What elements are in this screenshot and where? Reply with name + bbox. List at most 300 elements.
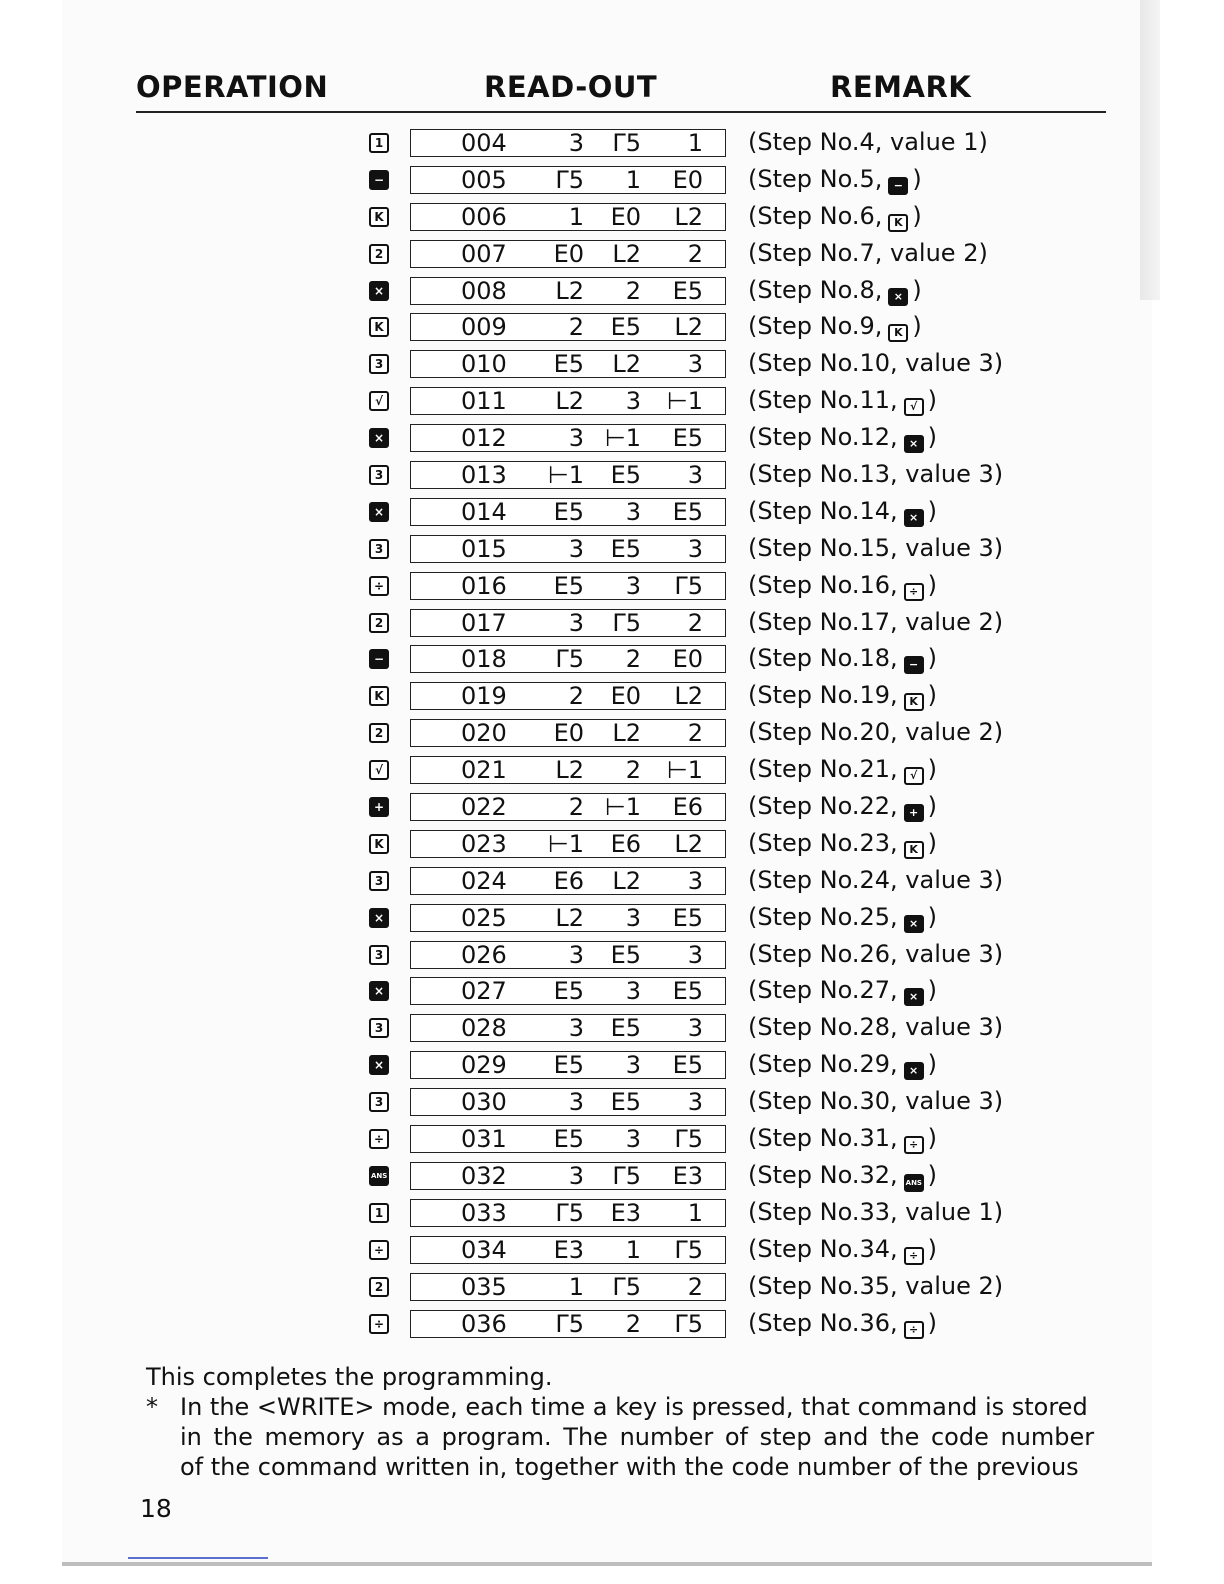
readout-display xyxy=(410,313,726,341)
table-row xyxy=(0,864,1224,901)
remark-close-paren: ) xyxy=(927,755,938,784)
operation-key-icon: ÷ xyxy=(369,576,389,596)
readout-display xyxy=(410,904,726,932)
remark-close-paren: ) xyxy=(927,792,938,821)
readout-step: 021 xyxy=(461,756,507,785)
operation-key-icon: √ xyxy=(369,391,389,411)
readout-step: 008 xyxy=(461,276,507,305)
remark-text xyxy=(748,792,937,822)
readout-b: 1 xyxy=(625,165,641,194)
operation-key-icon: + xyxy=(369,797,389,817)
table-row xyxy=(0,606,1224,643)
remark-label: (Step No.25, xyxy=(748,902,898,931)
table-row xyxy=(0,974,1224,1011)
remark-close-paren: ) xyxy=(927,423,938,452)
table-row xyxy=(0,310,1224,347)
remark-close-paren: ) xyxy=(927,1160,938,1189)
table-row xyxy=(0,1011,1224,1048)
readout-a: 2 xyxy=(568,313,584,342)
readout-c: E5 xyxy=(672,424,703,453)
operation-key-icon: × xyxy=(369,981,389,1001)
table-row xyxy=(0,569,1224,606)
readout-display xyxy=(410,1236,726,1264)
remark-label: (Step No.16, xyxy=(748,570,898,599)
remark-text xyxy=(748,1272,1003,1300)
remark-close-paren: ) xyxy=(927,496,938,525)
readout-c: ⊢1 xyxy=(666,387,703,416)
readout-a: E5 xyxy=(553,1125,584,1154)
table-row xyxy=(0,163,1224,200)
remark-key-icon: − xyxy=(888,177,908,195)
readout-b: E5 xyxy=(610,534,641,563)
table-row xyxy=(0,642,1224,679)
readout-display xyxy=(410,350,726,378)
readout-b: ⊢1 xyxy=(604,424,641,453)
operation-key-icon: ÷ xyxy=(369,1240,389,1260)
remark-text xyxy=(748,202,922,232)
readout-display xyxy=(410,240,726,268)
table-row xyxy=(0,495,1224,532)
readout-display xyxy=(410,1199,726,1227)
readout-a: L2 xyxy=(555,903,584,932)
remark-label: (Step No.21, xyxy=(748,755,898,784)
table-row xyxy=(0,384,1224,421)
table-row xyxy=(0,1122,1224,1159)
readout-display xyxy=(410,1051,726,1079)
operation-key-icon: 3 xyxy=(369,871,389,891)
remark-label: (Step No.18, xyxy=(748,644,898,673)
readout-display xyxy=(410,830,726,858)
remark-label: (Step No.31, xyxy=(748,1124,898,1153)
readout-step: 030 xyxy=(461,1088,507,1117)
table-row xyxy=(0,1196,1224,1233)
readout-b: L2 xyxy=(612,719,641,748)
readout-step: 018 xyxy=(461,645,507,674)
operation-key-icon: K xyxy=(369,207,389,227)
readout-step: 027 xyxy=(461,977,507,1006)
readout-display xyxy=(410,498,726,526)
readout-display xyxy=(410,682,726,710)
readout-display xyxy=(410,977,726,1005)
readout-step: 025 xyxy=(461,903,507,932)
table-header xyxy=(0,70,1224,110)
remark-text xyxy=(748,681,937,711)
readout-display xyxy=(410,535,726,563)
remark-close-paren: ) xyxy=(927,681,938,710)
remark-close-paren: ) xyxy=(927,386,938,415)
remark-text xyxy=(748,1087,1003,1115)
readout-step: 031 xyxy=(461,1125,507,1154)
remark-label: (Step No.30, value 3) xyxy=(748,1087,1004,1116)
remark-key-icon: ÷ xyxy=(904,583,924,601)
readout-a: E6 xyxy=(553,866,584,895)
readout-c: L2 xyxy=(674,202,703,231)
page-bottom-mark xyxy=(128,1557,268,1559)
readout-b: E0 xyxy=(610,202,641,231)
remark-label: (Step No.23, xyxy=(748,828,898,857)
readout-b: E6 xyxy=(610,829,641,858)
readout-b: 3 xyxy=(625,1051,641,1080)
readout-step: 029 xyxy=(461,1051,507,1080)
readout-c: L2 xyxy=(674,313,703,342)
remark-label: (Step No.10, value 3) xyxy=(748,349,1004,378)
operation-key-icon: K xyxy=(369,317,389,337)
remark-text xyxy=(748,940,1003,968)
readout-step: 024 xyxy=(461,866,507,895)
remark-text xyxy=(748,755,937,785)
remark-key-icon: K xyxy=(888,324,908,342)
readout-c: 3 xyxy=(687,940,703,969)
remark-key-icon: + xyxy=(904,804,924,822)
remark-key-icon: ANS xyxy=(904,1174,924,1192)
remark-label: (Step No.13, value 3) xyxy=(748,460,1004,489)
readout-a: 1 xyxy=(568,1272,584,1301)
table-row xyxy=(0,790,1224,827)
remark-label: (Step No.6, xyxy=(748,201,883,230)
readout-c: 2 xyxy=(687,1272,703,1301)
remark-close-paren: ) xyxy=(927,1308,938,1337)
readout-c: E5 xyxy=(672,903,703,932)
footer-line-2 xyxy=(146,1392,1088,1422)
footer-line-2-text: In the <WRITE> mode, each time a key is pressed, that command is stored xyxy=(180,1393,1088,1421)
readout-a: Γ5 xyxy=(555,165,584,194)
readout-display xyxy=(410,1125,726,1153)
remark-key-icon: × xyxy=(904,1062,924,1080)
operation-key-icon: 3 xyxy=(369,465,389,485)
remark-close-paren: ) xyxy=(912,312,922,341)
readout-b: L2 xyxy=(612,239,641,268)
footer-line-1: This completes the programming. xyxy=(146,1363,553,1391)
operation-key-icon: 3 xyxy=(369,539,389,559)
table-row xyxy=(0,1085,1224,1122)
readout-display xyxy=(410,719,726,747)
readout-a: 3 xyxy=(568,1014,584,1043)
readout-c: E5 xyxy=(672,1051,703,1080)
operation-key-icon: × xyxy=(369,1055,389,1075)
readout-c: E5 xyxy=(672,497,703,526)
readout-a: Γ5 xyxy=(555,1309,584,1338)
remark-label: (Step No.7, value 2) xyxy=(748,238,988,267)
readout-c: E5 xyxy=(672,977,703,1006)
readout-a: E3 xyxy=(553,1235,584,1264)
operation-key-icon: 3 xyxy=(369,1018,389,1038)
remark-text xyxy=(748,1161,937,1192)
readout-b: 3 xyxy=(625,497,641,526)
remark-text xyxy=(748,571,937,601)
remark-label: (Step No.8, xyxy=(748,275,883,304)
remark-text xyxy=(748,644,937,674)
remark-label: (Step No.33, value 1) xyxy=(748,1197,1004,1226)
remark-label: (Step No.29, xyxy=(748,1050,898,1079)
readout-a: 2 xyxy=(568,793,584,822)
readout-a: 3 xyxy=(568,424,584,453)
readout-step: 015 xyxy=(461,534,507,563)
remark-text xyxy=(748,1309,937,1339)
readout-c: L2 xyxy=(674,682,703,711)
table-row xyxy=(0,716,1224,753)
readout-b: E5 xyxy=(610,940,641,969)
readout-step: 026 xyxy=(461,940,507,969)
readout-step: 007 xyxy=(461,239,507,268)
remark-text xyxy=(748,239,988,267)
readout-step: 036 xyxy=(461,1309,507,1338)
readout-b: E5 xyxy=(610,1014,641,1043)
operation-key-icon: × xyxy=(369,281,389,301)
readout-step: 006 xyxy=(461,202,507,231)
page-number: 18 xyxy=(140,1494,172,1523)
readout-b: 3 xyxy=(625,1125,641,1154)
remark-text xyxy=(748,534,1003,562)
remark-key-icon: × xyxy=(904,988,924,1006)
operation-key-icon: K xyxy=(369,686,389,706)
remark-label: (Step No.35, value 2) xyxy=(748,1271,1004,1300)
readout-b: Γ5 xyxy=(612,129,641,157)
remark-close-paren: ) xyxy=(927,828,938,857)
readout-c: 3 xyxy=(687,1088,703,1117)
table-row xyxy=(0,237,1224,274)
operation-key-icon: × xyxy=(369,908,389,928)
remark-text xyxy=(748,128,988,156)
table-row xyxy=(0,1270,1224,1307)
table-row xyxy=(0,1159,1224,1196)
readout-step: 010 xyxy=(461,350,507,379)
header-readout: READ-OUT xyxy=(484,70,658,104)
readout-a: ⊢1 xyxy=(547,461,584,490)
readout-display xyxy=(410,1088,726,1116)
readout-display xyxy=(410,609,726,637)
operation-key-icon: 1 xyxy=(369,1203,389,1223)
readout-step: 012 xyxy=(461,424,507,453)
operation-key-icon: − xyxy=(369,170,389,190)
readout-display xyxy=(410,1310,726,1338)
remark-text xyxy=(748,1124,937,1154)
readout-a: 3 xyxy=(568,1088,584,1117)
header-operation: OPERATION xyxy=(136,70,329,104)
readout-c: E3 xyxy=(672,1161,703,1190)
readout-step: 035 xyxy=(461,1272,507,1301)
remark-text xyxy=(748,1050,937,1080)
readout-c: ⊢1 xyxy=(666,756,703,785)
footnote-star: * xyxy=(146,1393,158,1421)
readout-step: 023 xyxy=(461,829,507,858)
remark-text xyxy=(748,312,922,342)
operation-key-icon: K xyxy=(369,834,389,854)
readout-c: Γ5 xyxy=(674,1125,703,1154)
readout-b: 3 xyxy=(625,387,641,416)
readout-a: E5 xyxy=(553,977,584,1006)
readout-step: 013 xyxy=(461,461,507,490)
readout-c: Γ5 xyxy=(674,1309,703,1338)
readout-c: 1 xyxy=(687,1198,703,1227)
readout-display xyxy=(410,129,726,157)
operation-key-icon: 2 xyxy=(369,1277,389,1297)
readout-c: E6 xyxy=(672,793,703,822)
readout-a: 1 xyxy=(568,202,584,231)
readout-a: E5 xyxy=(553,571,584,600)
readout-b: 2 xyxy=(625,756,641,785)
remark-key-icon: K xyxy=(888,214,908,232)
remark-close-paren: ) xyxy=(927,570,938,599)
remark-text xyxy=(748,1198,1003,1226)
readout-c: Γ5 xyxy=(674,1235,703,1264)
readout-a: L2 xyxy=(555,276,584,305)
readout-b: ⊢1 xyxy=(604,793,641,822)
remark-label: (Step No.11, xyxy=(748,386,898,415)
remark-label: (Step No.32, xyxy=(748,1160,898,1189)
readout-a: 3 xyxy=(568,129,584,157)
table-row xyxy=(0,347,1224,384)
readout-display xyxy=(410,387,726,415)
table-row xyxy=(0,532,1224,569)
readout-b: 3 xyxy=(625,977,641,1006)
remark-label: (Step No.22, xyxy=(748,792,898,821)
remark-label: (Step No.9, xyxy=(748,312,883,341)
readout-b: 1 xyxy=(625,1235,641,1264)
table-row xyxy=(0,200,1224,237)
operation-key-icon: ANS xyxy=(369,1166,389,1186)
readout-c: 3 xyxy=(687,866,703,895)
operation-key-icon: 2 xyxy=(369,613,389,633)
readout-c: L2 xyxy=(674,829,703,858)
readout-display xyxy=(410,166,726,194)
operation-key-icon: ÷ xyxy=(369,1129,389,1149)
readout-c: 3 xyxy=(687,350,703,379)
readout-display xyxy=(410,793,726,821)
readout-step: 004 xyxy=(461,129,507,157)
remark-close-paren: ) xyxy=(927,644,938,673)
table-row xyxy=(0,126,1224,163)
readout-display xyxy=(410,461,726,489)
readout-b: L2 xyxy=(612,866,641,895)
remark-text xyxy=(748,866,1003,894)
readout-a: E0 xyxy=(553,719,584,748)
readout-step: 017 xyxy=(461,608,507,637)
remark-key-icon: √ xyxy=(904,767,924,785)
remark-key-icon: ÷ xyxy=(904,1247,924,1265)
remark-text xyxy=(748,460,1003,488)
readout-b: Γ5 xyxy=(612,608,641,637)
readout-b: 3 xyxy=(625,903,641,932)
readout-a: 2 xyxy=(568,682,584,711)
remark-label: (Step No.5, xyxy=(748,164,883,193)
remark-key-icon: K xyxy=(904,841,924,859)
operation-key-icon: × xyxy=(369,428,389,448)
readout-b: E3 xyxy=(610,1198,641,1227)
operation-key-icon: × xyxy=(369,502,389,522)
remark-key-icon: √ xyxy=(904,398,924,416)
readout-b: 2 xyxy=(625,276,641,305)
remark-text xyxy=(748,497,937,527)
readout-step: 034 xyxy=(461,1235,507,1264)
table-row xyxy=(0,753,1224,790)
readout-step: 032 xyxy=(461,1161,507,1190)
readout-c: 2 xyxy=(687,608,703,637)
readout-step: 009 xyxy=(461,313,507,342)
remark-close-paren: ) xyxy=(927,976,938,1005)
readout-a: 3 xyxy=(568,1161,584,1190)
readout-c: E0 xyxy=(672,165,703,194)
readout-c: 2 xyxy=(687,719,703,748)
readout-b: E0 xyxy=(610,682,641,711)
readout-display xyxy=(410,277,726,305)
table-row xyxy=(0,274,1224,311)
table-row xyxy=(0,421,1224,458)
operation-key-icon: 3 xyxy=(369,1092,389,1112)
remark-key-icon: × xyxy=(904,509,924,527)
readout-a: 3 xyxy=(568,940,584,969)
remark-text xyxy=(748,349,1003,377)
readout-c: Γ5 xyxy=(674,571,703,600)
readout-step: 020 xyxy=(461,719,507,748)
readout-a: Γ5 xyxy=(555,1198,584,1227)
readout-step: 005 xyxy=(461,165,507,194)
readout-a: 3 xyxy=(568,608,584,637)
remark-label: (Step No.15, value 3) xyxy=(748,533,1004,562)
remark-key-icon: − xyxy=(904,656,924,674)
readout-a: ⊢1 xyxy=(547,829,584,858)
remark-text xyxy=(748,1013,1003,1041)
remark-label: (Step No.4, value 1) xyxy=(748,128,988,156)
header-rule xyxy=(136,111,1106,113)
readout-a: E0 xyxy=(553,239,584,268)
readout-b: L2 xyxy=(612,350,641,379)
readout-step: 022 xyxy=(461,793,507,822)
remark-text xyxy=(748,608,1003,636)
table-row xyxy=(0,679,1224,716)
remark-label: (Step No.14, xyxy=(748,496,898,525)
remark-text xyxy=(748,165,922,195)
remark-label: (Step No.24, value 3) xyxy=(748,865,1004,894)
remark-label: (Step No.12, xyxy=(748,423,898,452)
remark-close-paren: ) xyxy=(927,1124,938,1153)
readout-step: 016 xyxy=(461,571,507,600)
readout-c: E0 xyxy=(672,645,703,674)
remark-text xyxy=(748,386,937,416)
readout-display xyxy=(410,867,726,895)
remark-label: (Step No.34, xyxy=(748,1234,898,1263)
readout-b: E5 xyxy=(610,461,641,490)
table-row xyxy=(0,901,1224,938)
readout-c: 1 xyxy=(687,129,703,157)
table-row xyxy=(0,458,1224,495)
readout-b: Γ5 xyxy=(612,1272,641,1301)
remark-text xyxy=(748,1235,937,1265)
readout-step: 033 xyxy=(461,1198,507,1227)
remark-text xyxy=(748,423,937,453)
remark-key-icon: × xyxy=(904,435,924,453)
remark-label: (Step No.17, value 2) xyxy=(748,607,1004,636)
readout-b: E5 xyxy=(610,1088,641,1117)
remark-label: (Step No.27, xyxy=(748,976,898,1005)
readout-b: E5 xyxy=(610,313,641,342)
readout-a: Γ5 xyxy=(555,645,584,674)
remark-label: (Step No.36, xyxy=(748,1308,898,1337)
readout-step: 014 xyxy=(461,497,507,526)
table-row xyxy=(0,1048,1224,1085)
readout-b: 2 xyxy=(625,645,641,674)
readout-step: 019 xyxy=(461,682,507,711)
remark-text xyxy=(748,276,922,306)
readout-display xyxy=(410,203,726,231)
remark-close-paren: ) xyxy=(912,275,922,304)
readout-c: 3 xyxy=(687,461,703,490)
readout-b: 3 xyxy=(625,571,641,600)
readout-step: 028 xyxy=(461,1014,507,1043)
page-bottom-edge xyxy=(62,1562,1152,1566)
remark-key-icon: × xyxy=(888,288,908,306)
remark-close-paren: ) xyxy=(927,902,938,931)
readout-display xyxy=(410,941,726,969)
